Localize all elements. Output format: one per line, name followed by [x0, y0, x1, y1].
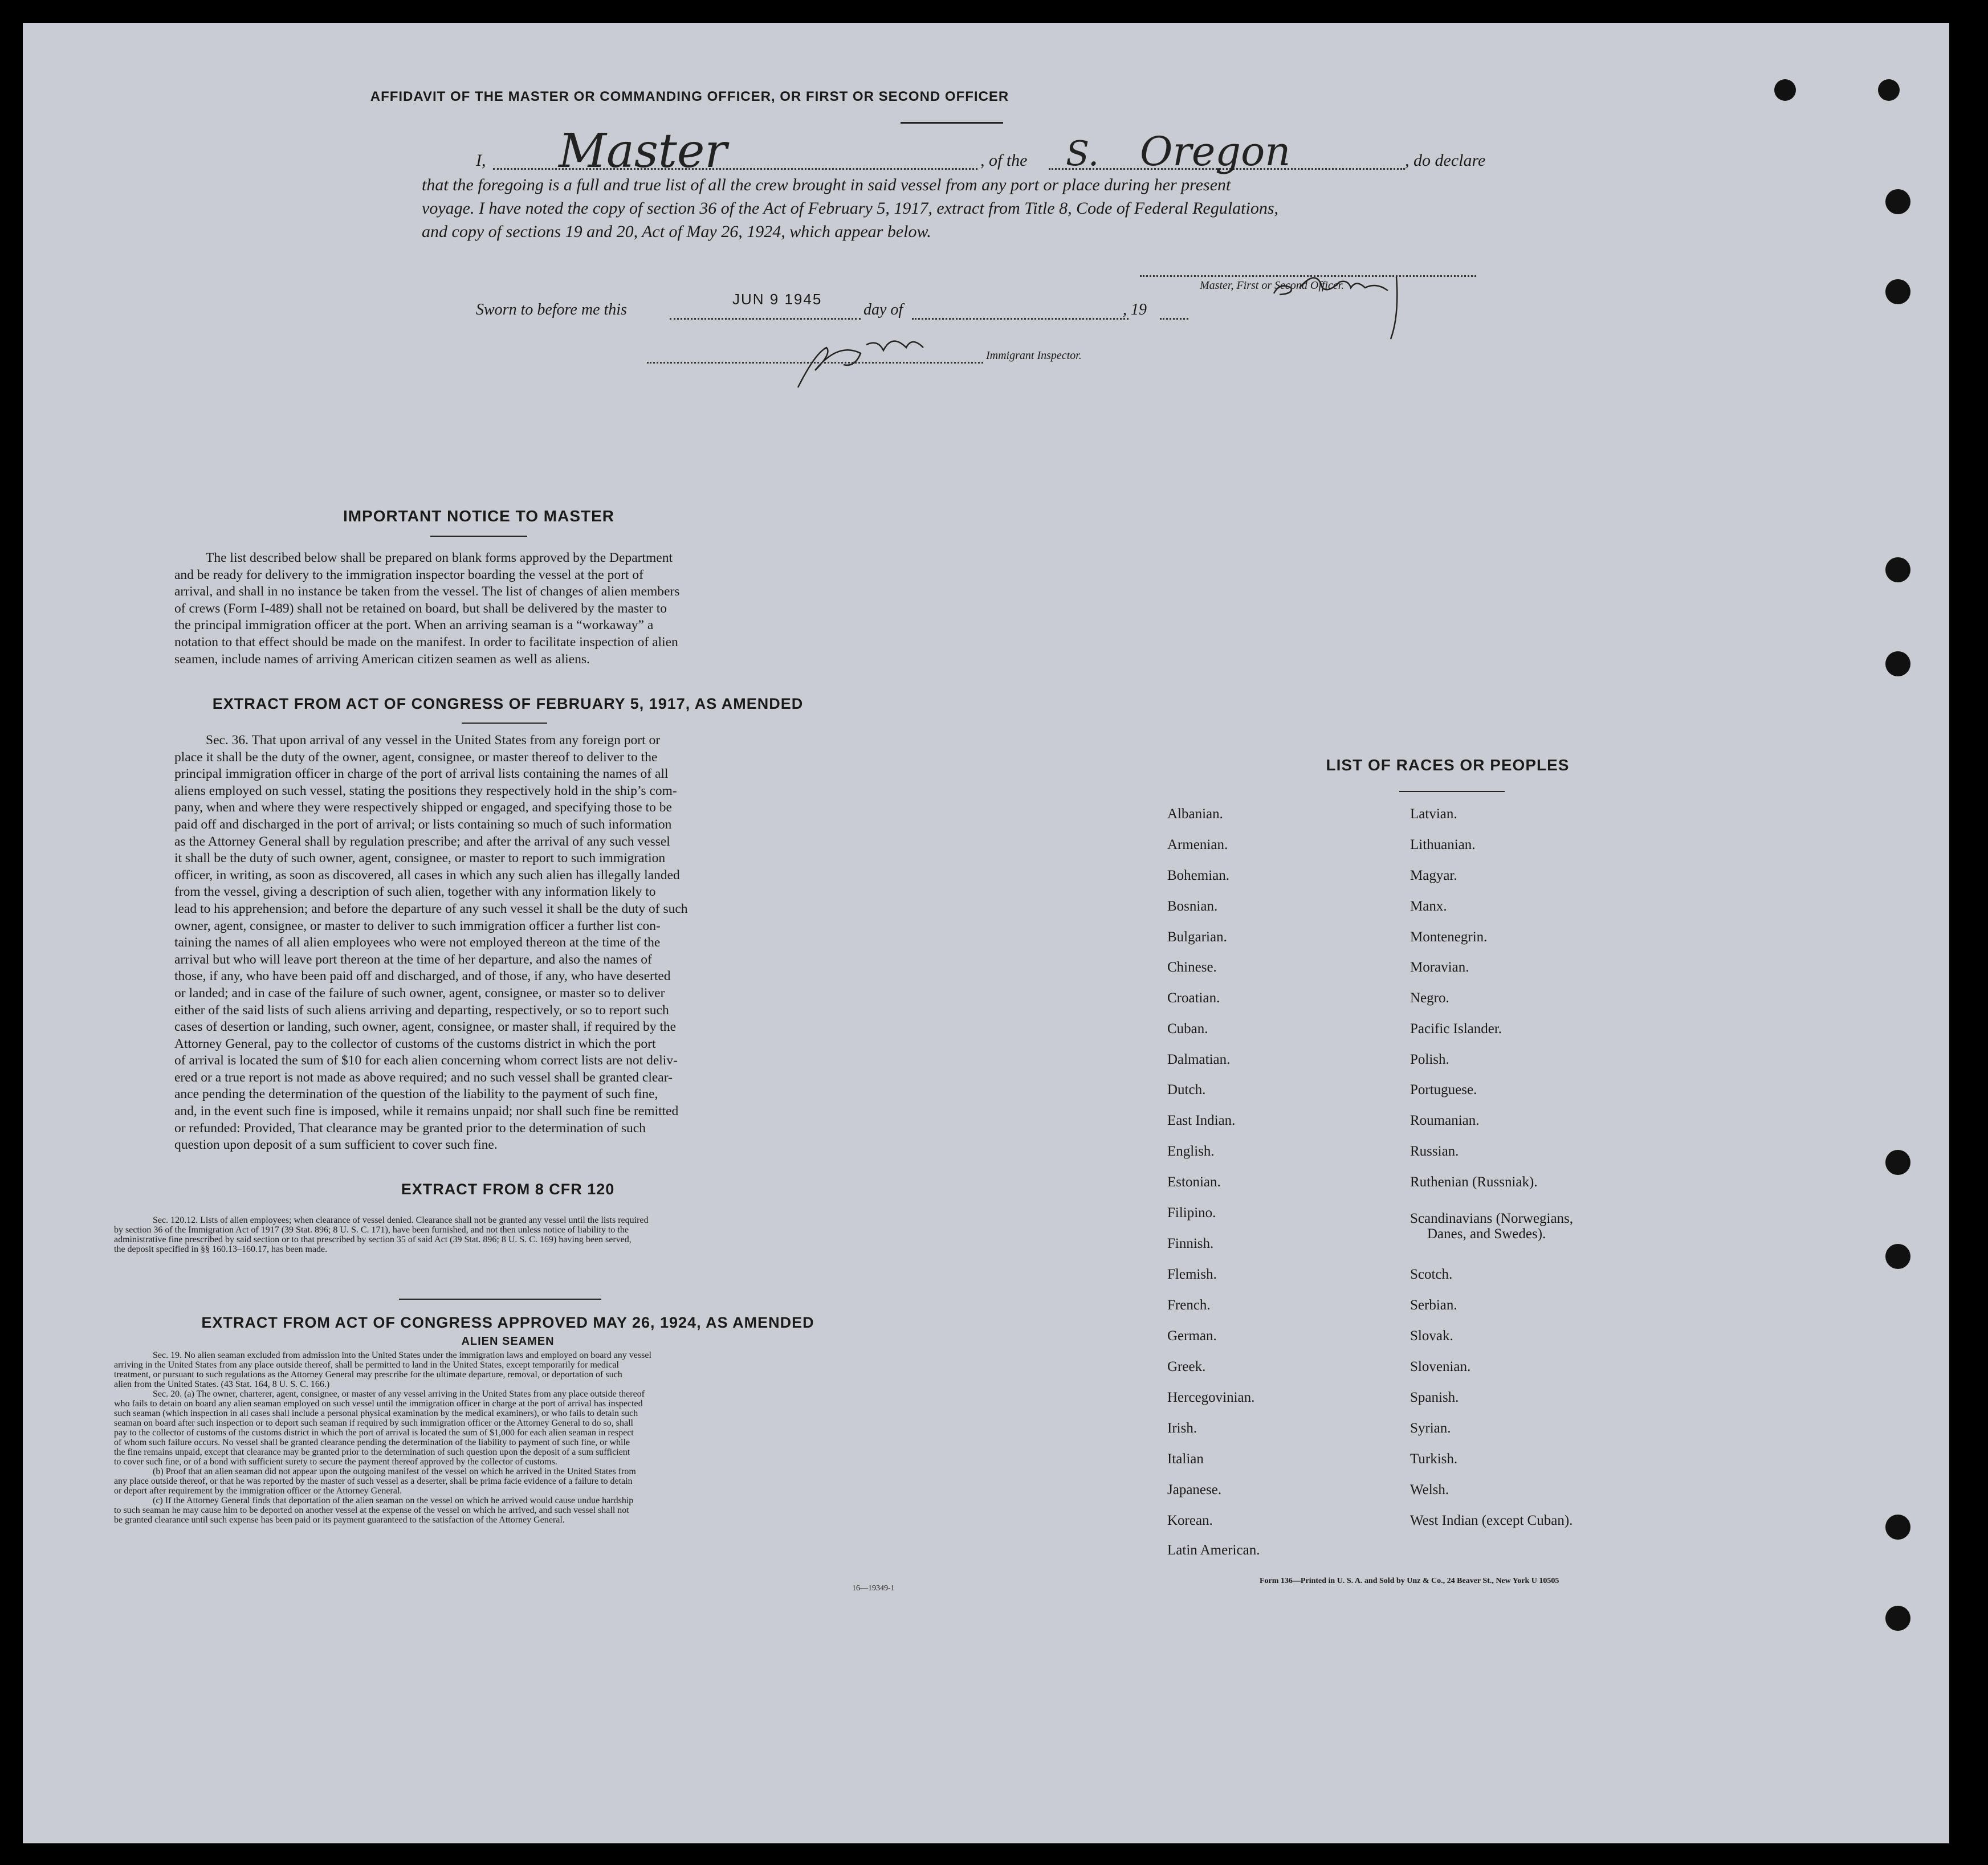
race-item: Hercegovinian.: [1167, 1390, 1255, 1405]
inspector-title: Immigrant Inspector.: [986, 349, 1082, 362]
race-item: Spanish.: [1410, 1390, 1459, 1405]
divider: [1399, 791, 1505, 792]
act-1924-line: alien from the United States. (43 Stat. 164, 8 U. S. C. 166.): [114, 1380, 330, 1389]
race-item: Latvian.: [1410, 806, 1457, 822]
race-item: Greek.: [1167, 1359, 1206, 1374]
month-blank[interactable]: [912, 318, 1129, 320]
race-item: Bohemian.: [1167, 868, 1230, 883]
affidavit-heading: AFFIDAVIT OF THE MASTER OR COMMANDING OFFICER, OR FIRST OR SECOND OFFICER: [370, 89, 1009, 104]
affidavit-line-4: and copy of sections 19 and 20, Act of May 26, 1924, which appear below.: [422, 222, 931, 241]
race-item: Danes, and Swedes).: [1427, 1226, 1546, 1242]
race-item: Portuguese.: [1410, 1082, 1477, 1097]
binder-hole: [1878, 79, 1900, 101]
sworn-text: Sworn to before me this: [476, 301, 627, 319]
alien-seamen-subheading: ALIEN SEAMEN: [461, 1335, 555, 1348]
race-item: Armenian.: [1167, 837, 1228, 852]
cfr-line: by section 36 of the Immigration Act of 1917 (39 Stat. 896; 8 U. S. C. 171), have been furnished, and not then unless notice of liability to the: [114, 1225, 629, 1235]
race-item: Syrian.: [1410, 1421, 1451, 1436]
race-item: Welsh.: [1410, 1482, 1449, 1497]
cfr-body: [114, 1215, 935, 1254]
race-item: English.: [1167, 1144, 1215, 1159]
act-1924-line: or deport after requirement by the immigration officer or the Attorney General.: [114, 1486, 402, 1496]
act-1924-line: Sec. 20. (a) The owner, charterer, agent, consignee, or master of any vessel arriving in the United States from any place outside thereof: [153, 1389, 645, 1399]
act-1924-line: treatment, or pursuant to such regulations as the Attorney General may prescribe for the ultimate departure, removal, or deportation of such: [114, 1370, 622, 1380]
race-item: Pacific Islander.: [1410, 1021, 1502, 1036]
race-item: Ruthenian (Russniak).: [1410, 1174, 1538, 1190]
race-item: Scotch.: [1410, 1267, 1453, 1282]
affidavit-i: I,: [476, 151, 486, 170]
officer-signature-blank[interactable]: [1140, 275, 1476, 277]
race-item: Bulgarian.: [1167, 929, 1227, 945]
race-item: East Indian.: [1167, 1113, 1236, 1128]
race-item: Negro.: [1410, 990, 1449, 1006]
year-blank[interactable]: [1160, 318, 1188, 320]
race-item: Japanese.: [1167, 1482, 1222, 1497]
act-1917-line: cases of desertion or landing, such owner, agent, consignee, or master shall, if required by the: [174, 1019, 677, 1035]
year-text: , 19: [1123, 301, 1147, 319]
officer-title: Master, First or Second Officer.: [1200, 279, 1345, 292]
act-1924-line: any place outside thereof, or that he was reported by the master of such vessel as a deserter, shall be prima facie evidence of a failure to detain: [114, 1476, 633, 1486]
race-item: Dutch.: [1167, 1082, 1206, 1097]
notice-line: of crews (Form I-489) shall not be retained on board, but shall be delivered by the master to: [174, 601, 667, 616]
race-item: Slovenian.: [1410, 1359, 1471, 1374]
act-1917-line: officer, in writing, as soon as discovered, all cases in which any such alien has illegally landed: [174, 867, 680, 883]
act-1924-line: (b) Proof that an alien seaman did not appear upon the outgoing manifest of the vessel on which he arrived in the United States from: [153, 1467, 636, 1476]
act-1917-body: [174, 732, 841, 1154]
act-1917-line: from the vessel, giving a description of such alien, together with any information likely to: [174, 884, 656, 900]
day-of-text: day of: [863, 301, 903, 319]
act-1917-line: ered or a true report is not made as above required; and no such vessel shall be granted clear-: [174, 1070, 673, 1085]
act-1917-line: pany, when and where they were respectively shipped or engaged, and specifying those to be: [174, 800, 672, 815]
act-1917-line: and, in the event such fine is imposed, while it remains unpaid; nor shall such fine be remitted: [174, 1104, 679, 1119]
act-1924-line: to cover such fine, or of a bond with sufficient surety to secure the payment thereof approved by the collector of customs.: [114, 1457, 557, 1467]
act-1924-line: arriving in the United States from any place outside thereof, shall be permitted to land in the United States, except temporarily for medical: [114, 1360, 619, 1370]
affidavit-line-3: voyage. I have noted the copy of section 36 of the Act of February 5, 1917, extract from Title 8, Code of Federal Regulations,: [422, 199, 1279, 218]
printer-imprint: Form 136—Printed in U. S. A. and Sold by Unz & Co., 24 Beaver St., New York U 10505: [1260, 1577, 1559, 1585]
affidavit-line-2: that the foregoing is a full and true list of all the crew brought in said vessel from any port or place during her present: [422, 176, 1231, 194]
binder-hole: [1885, 279, 1910, 304]
race-item: Croatian.: [1167, 990, 1220, 1006]
act-1917-line: Attorney General, pay to the collector of customs of the customs district in which the port: [174, 1036, 656, 1051]
act-1917-line: of arrival is located the sum of $10 for each alien concerning whom correct lists are not deliv-: [174, 1053, 678, 1068]
notice-line: seamen, include names of arriving American citizen seamen as well as aliens.: [174, 651, 590, 667]
binder-hole: [1885, 1150, 1910, 1175]
race-item: Chinese.: [1167, 960, 1217, 975]
divider: [901, 122, 1003, 124]
race-item: Moravian.: [1410, 960, 1469, 975]
act-1924-line: who fails to detain on board any alien seaman employed on such vessel until the immigration officer in charge at the port of arrival has inspected: [114, 1399, 643, 1409]
act-1917-line: or refunded: Provided, That clearance may be granted prior to the determination of such: [174, 1120, 646, 1136]
race-item: Scandinavians (Norwegians,: [1410, 1211, 1574, 1226]
notice-line: arrival, and shall in no instance be taken from the vessel. The list of changes of alien members: [174, 584, 680, 599]
officer-signature: [1208, 248, 1459, 345]
act-1924-line: the fine remains unpaid, except that clearance may be granted prior to the determination of such question upon the deposit of a sum sufficient: [114, 1447, 630, 1457]
race-item: Irish.: [1167, 1421, 1197, 1436]
vessel-prefix-handwriting: S.: [1066, 134, 1099, 174]
race-item: Polish.: [1410, 1052, 1449, 1067]
act-1917-line: either of the said lists of such aliens arriving and departing, respectively, or so to report such: [174, 1002, 669, 1018]
binder-hole: [1885, 1244, 1910, 1269]
act-1917-line: those, if any, who have been paid off and discharged, and of those, if any, who have deserted: [174, 969, 671, 984]
binder-hole: [1885, 557, 1910, 582]
act-1917-line: owner, agent, consignee, or master to deliver to such immigration officer a further list con-: [174, 918, 661, 933]
inspector-blank[interactable]: [647, 362, 983, 364]
races-heading: LIST OF RACES OR PEOPLES: [1326, 756, 1570, 774]
race-item: German.: [1167, 1328, 1217, 1344]
race-item: Finnish.: [1167, 1236, 1214, 1251]
race-item: Albanian.: [1167, 806, 1223, 822]
binder-hole: [1885, 651, 1910, 676]
divider: [430, 536, 527, 537]
act-1924-line: Sec. 19. No alien seaman excluded from admission into the United States under the immigration laws and employed on board any vessel: [153, 1350, 651, 1360]
races-right-column: [1410, 806, 1706, 1604]
race-item: Slovak.: [1410, 1328, 1453, 1344]
race-item: Korean.: [1167, 1513, 1213, 1528]
act-1924-body: [114, 1350, 935, 1525]
cfr-line: the deposit specified in §§ 160.13–160.17, has been made.: [114, 1244, 328, 1254]
race-item: Bosnian.: [1167, 899, 1218, 914]
act-1924-line: seaman on board after such inspection or to deport such seaman if required by such immigration officer or the Attorney General to do so, shall: [114, 1418, 633, 1428]
race-item: West Indian (except Cuban).: [1410, 1513, 1573, 1528]
act-1917-line: paid off and discharged in the port of arrival; or lists containing so much of such information: [174, 817, 672, 832]
race-item: Roumanian.: [1410, 1113, 1480, 1128]
race-item: Serbian.: [1410, 1297, 1457, 1313]
binder-hole: [1885, 1515, 1910, 1540]
act-1917-line: place it shall be the duty of the owner, agent, consignee, or master thereof to deliver to the: [174, 749, 658, 765]
notice-line: the principal immigration officer at the port. When an arriving seaman is a “workaway” a: [174, 618, 654, 633]
form-code: 16—19349-1: [852, 1584, 895, 1593]
act-1917-line: lead to his apprehension; and before the departure of any such vessel it shall be the duty of such: [174, 901, 688, 916]
act-1924-heading: EXTRACT FROM ACT OF CONGRESS APPROVED MAY 26, 1924, AS AMENDED: [201, 1314, 814, 1331]
races-left-column: [1167, 806, 1395, 1604]
act-1917-line: taining the names of all alien employees who were not employed thereon at the time of the: [174, 935, 661, 950]
race-item: Cuban.: [1167, 1021, 1208, 1036]
race-item: Magyar.: [1410, 868, 1457, 883]
divider: [462, 723, 547, 724]
race-item: French.: [1167, 1297, 1211, 1313]
notice-line: notation to that effect should be made on the manifest. In order to facilitate inspection of alien: [174, 634, 678, 650]
race-item: Filipino.: [1167, 1205, 1216, 1221]
race-item: Manx.: [1410, 899, 1447, 914]
act-1917-line: arrival but who will leave port thereon at the time of her departure, and also the names of: [174, 952, 652, 967]
race-item: Dalmatian.: [1167, 1052, 1231, 1067]
act-1924-line: be granted clearance until such expense has been paid or its payment guaranteed to the satisfaction of the Attorney General.: [114, 1515, 565, 1525]
act-1917-heading: EXTRACT FROM ACT OF CONGRESS OF FEBRUARY 5, 1917, AS AMENDED: [212, 695, 804, 712]
date-stamp: JUN 9 1945: [732, 291, 822, 308]
race-item: Latin American.: [1167, 1542, 1260, 1558]
form-page: [23, 23, 1949, 1843]
race-item: Lithuanian.: [1410, 837, 1476, 852]
act-1924-line: such seaman (which inspection in all cases shall include a personal physical examination by the medical examiners), or who fails to detain such: [114, 1409, 638, 1418]
act-1917-line: aliens employed on such vessel, stating the positions they respectively hold in the ship’s com-: [174, 783, 677, 798]
act-1917-line: as the Attorney General shall by regulation prescribe; and after the arrival of any such vessel: [174, 834, 670, 849]
cfr-heading: EXTRACT FROM 8 CFR 120: [401, 1181, 615, 1198]
act-1917-line: ance pending the determination of the question of the liability to the payment of such fine,: [174, 1087, 658, 1102]
act-1917-line: question upon deposit of a sum sufficient to cover such fine.: [174, 1137, 498, 1153]
of-the-text: , of the: [980, 151, 1028, 170]
race-item: Montenegrin.: [1410, 929, 1488, 945]
sworn-date-blank[interactable]: [670, 318, 861, 320]
divider: [399, 1299, 601, 1300]
race-item: Flemish.: [1167, 1267, 1217, 1282]
vessel-name-handwriting: Oregon: [1140, 128, 1291, 175]
race-item: Russian.: [1410, 1144, 1459, 1159]
act-1917-line: Sec. 36. That upon arrival of any vessel in the United States from any foreign port or: [206, 733, 661, 748]
race-item: Italian: [1167, 1451, 1204, 1467]
do-declare-text: , do declare: [1405, 151, 1486, 170]
master-handwriting: Master: [559, 124, 727, 178]
cfr-line: administrative fine prescribed by said section or to that prescribed by section 35 of said Act (39 Stat. 896; 8 U. S. C. 169) having been served,: [114, 1235, 632, 1244]
notice-line: The list described below shall be prepared on blank forms approved by the Department: [206, 550, 673, 565]
binder-hole: [1885, 1606, 1910, 1631]
binder-hole: [1774, 79, 1796, 101]
act-1924-line: pay to the collector of customs of the customs district in which the port of arrival is located the sum of $1,000 for each alien seaman in respect: [114, 1428, 634, 1438]
notice-heading: IMPORTANT NOTICE TO MASTER: [343, 507, 615, 525]
cfr-line: Sec. 120.12. Lists of alien employees; when clearance of vessel denied. Clearance shall not be granted any vessel until the lists required: [153, 1215, 649, 1225]
notice-body: [174, 550, 841, 668]
act-1917-line: principal immigration officer in charge of the port of arrival lists containing the names of all: [174, 766, 669, 782]
act-1917-line: it shall be the duty of such owner, agent, consignee, or master to report to such immigration: [174, 851, 666, 866]
race-item: Turkish.: [1410, 1451, 1458, 1467]
act-1924-line: to such seaman he may cause him to be deported on another vessel at the expense of the vessel on which he arrived, and such vessel shall not: [114, 1505, 629, 1515]
notice-line: and be ready for delivery to the immigration inspector boarding the vessel at the port of: [174, 567, 643, 582]
act-1917-line: or landed; and in case of the failure of such owner, agent, consignee, or master so to deliver: [174, 985, 665, 1001]
race-item: Estonian.: [1167, 1174, 1221, 1190]
binder-hole: [1885, 189, 1910, 214]
act-1924-line: of whom such failure occurs. No vessel shall be granted clearance pending the determination of the liability to payment of such fine, or while: [114, 1438, 630, 1447]
act-1924-line: (c) If the Attorney General finds that deportation of the alien seaman on the vessel on which he arrived would cause undue hardship: [153, 1496, 634, 1505]
